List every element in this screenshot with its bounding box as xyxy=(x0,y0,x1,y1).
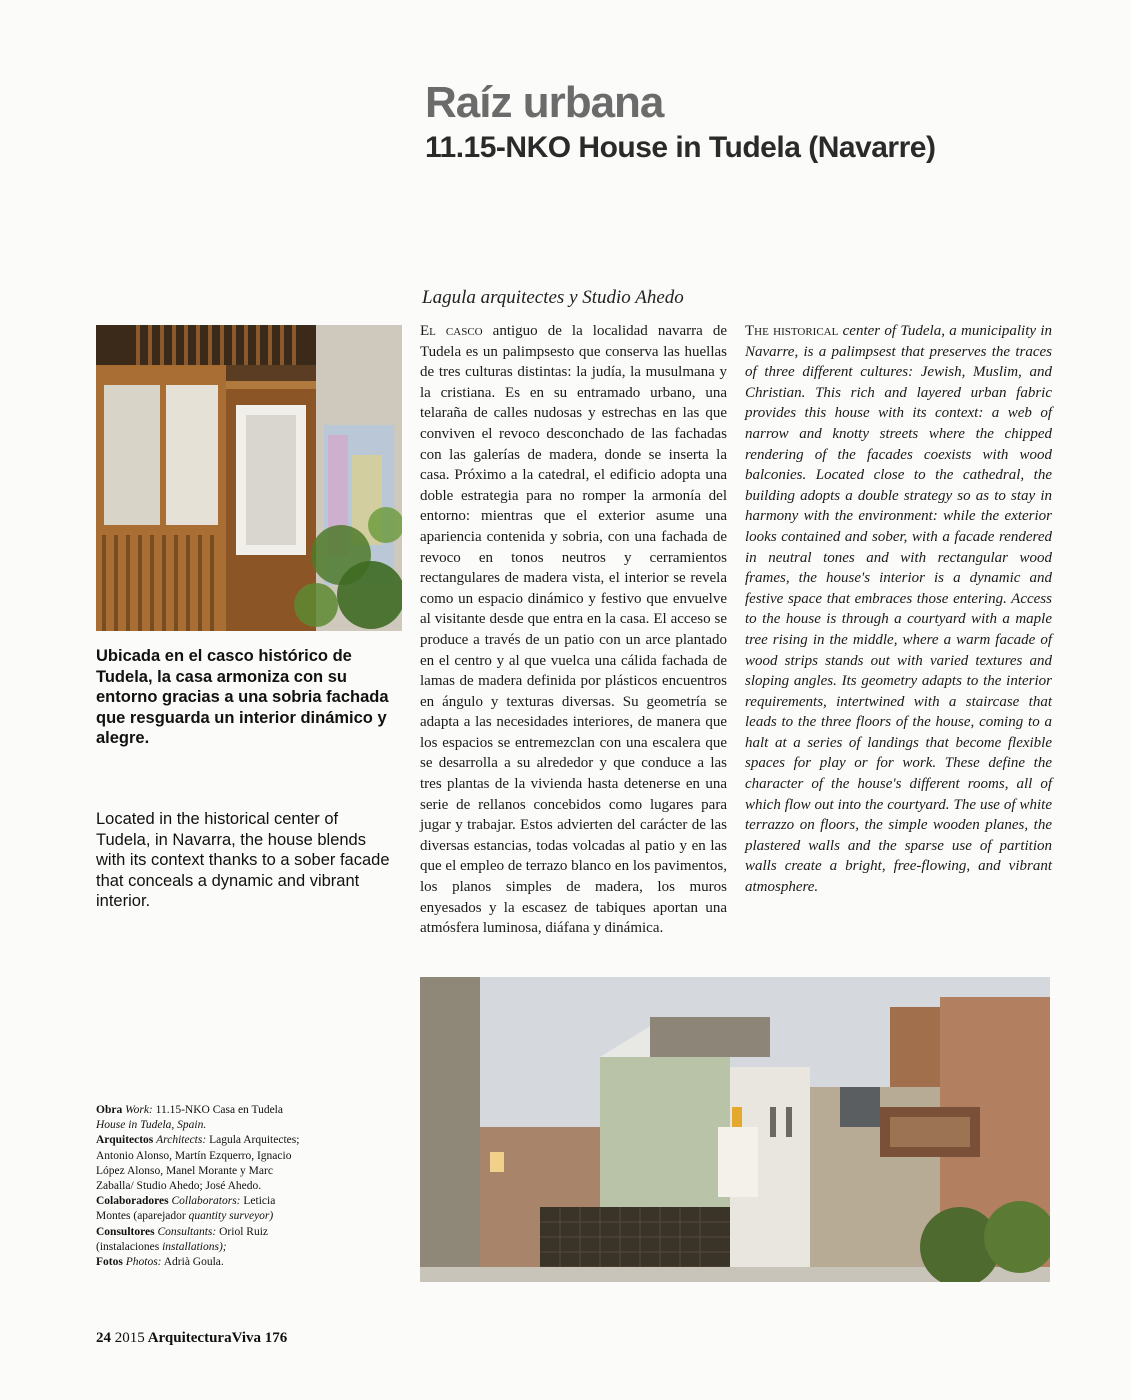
credit-collab-label: Colaboradores xyxy=(96,1195,169,1208)
credit-collab-label-en: Collaborators: xyxy=(171,1195,241,1208)
page-footer xyxy=(96,1330,287,1347)
credit-consult-value-en: installations); xyxy=(162,1240,227,1253)
issue-year: 2015 xyxy=(114,1330,145,1346)
credit-photos-label: Fotos xyxy=(96,1256,123,1269)
credit-photos-label-en: Photos: xyxy=(125,1256,162,1269)
body-lead-spanish: El casco xyxy=(420,323,483,339)
credit-work-label: Obra xyxy=(96,1104,123,1116)
article-title: Raíz urbana xyxy=(425,78,664,127)
article-authors: Lagula arquitectes y Studio Ahedo xyxy=(422,287,684,308)
body-lead-english: The historical xyxy=(745,323,839,339)
body-text-english xyxy=(745,321,1052,898)
credit-collab-value-en: quantity surveyor) xyxy=(188,1210,274,1223)
page-number: 24 xyxy=(96,1330,111,1346)
credit-work-label-en: Work: xyxy=(125,1104,153,1116)
credit-work-value-en: House in Tudela, Spain. xyxy=(96,1119,207,1132)
credit-architects-value: Lagula Arquitectes; Antonio Alonso, Martín Ezquerro, Ignacio López Alonso, Manel Morante y Marc Zaballa/ Studio Ahedo; José Ahedo. xyxy=(96,1134,300,1193)
credit-consult-value: Oriol Ruiz (instalaciones xyxy=(96,1225,268,1253)
project-credits xyxy=(96,1103,306,1270)
caption-english: Located in the historical center of Tudela, in Navarra, the house blends with its context thanks to a sober facade that conceals a dynamic and vibrant interior. xyxy=(96,810,390,910)
credit-architects-label-en: Architects: xyxy=(156,1134,207,1147)
magazine-name: ArquitecturaViva 176 xyxy=(147,1330,288,1346)
body-paragraph-english: center of Tudela, a municipality in Navarre, is a palimpsest that preserves the traces of three different cultures: Jewish, Muslim, and Christian. This rich and layered urban fabric provides this house with its context: a web of narrow and knotty streets where the chipped rendering of the facades coexists with wood balconies. Located close to the cathedral, the building adopts a double strategy so as to stay in harmony with the environment: while the exterior looks contained and sober, with a facade rendered in neutral tones and with rectangular wood frames, the house's interior is a dynamic and festive space that embraces those entering. Access to the house is through a courtyard with a maple tree rising in the middle, where a warm facade of wood strips stands out with varied textures and sloping angles. Its geometry adapts to the interior requirements, intertwined with a staircase that leads to the three floors of the house, coming to a halt at a series of landings that become flexible spaces for play or for work. These define the character of the house's different rooms, all of which flow out into the courtyard. The use of white terrazzo on floors, the simple wooden planes, the plastered walls and the sparse use of partition walls create a bright, free-flowing, and vibrant atmosphere. xyxy=(745,323,1053,896)
credit-consult-label: Consultores xyxy=(96,1225,155,1238)
courtyard-photo xyxy=(420,977,1050,1282)
credit-work-value: 11.15-NKO Casa en Tudela xyxy=(155,1104,283,1116)
credit-architects-label: Arquitectos xyxy=(96,1134,154,1147)
article-subtitle: 11.15-NKO House in Tudela (Navarre) xyxy=(425,131,936,164)
body-text-spanish xyxy=(420,321,727,939)
facade-detail-photo xyxy=(96,325,402,631)
caption-spanish: Ubicada en el casco histórico de Tudela, la casa armoniza con su entorno gracias a una sobria fachada que resguarda un interior dinámico y alegre. xyxy=(96,647,389,747)
body-paragraph-spanish: antiguo de la localidad navarra de Tudela es un palimpsesto que conserva las huellas de tres culturas distintas: la judía, la musulmana y la cristiana. Es en su entramado urbano, una telaraña de calles nudosas y estrechas en las que conviven el revoco desconchado de las fachadas con las galerías de madera, donde se inserta la casa. Próximo a la catedral, el edificio adopta una doble estrategia para no romper la armonía del entorno: mientras que el exterior asume una apariencia contenida y sobria, con una fachada de revoco en tonos neutros y cerramientos rectangulares de madera vista, el interior se revela como un espacio dinámico y festivo que envuelve al visitante desde que entra en la casa. El acceso se produce a través de un patio con un arce plantado en el centro y al que vuelca una cálida fachada de lamas de madera definida por plásticos encuentros en ángulo y texturas diversas. Su geometría se adapta a las necesidades interiores, de manera que los espacios se entremezclan con una escalera que se desarrolla a su alrededor y que conduce a las tres plantas de la vivienda hasta detenerse en una serie de rellanos concebidos como lugares para jugar y trabajar. Estos advierten del carácter de las diversas estancias, todas volcadas al patio y en las que el empleo de terrazo blanco en los pavimentos, los planos simples de madera, los muros enyesados y la escasez de tabiques aportan una atmósfera luminosa, diáfana y dinámica. xyxy=(420,323,728,937)
credit-photos-value: Adrià Goula. xyxy=(163,1256,224,1269)
credit-collab-value: Leticia Montes (aparejador xyxy=(96,1195,276,1223)
credit-consult-label-en: Consultants: xyxy=(157,1225,217,1238)
